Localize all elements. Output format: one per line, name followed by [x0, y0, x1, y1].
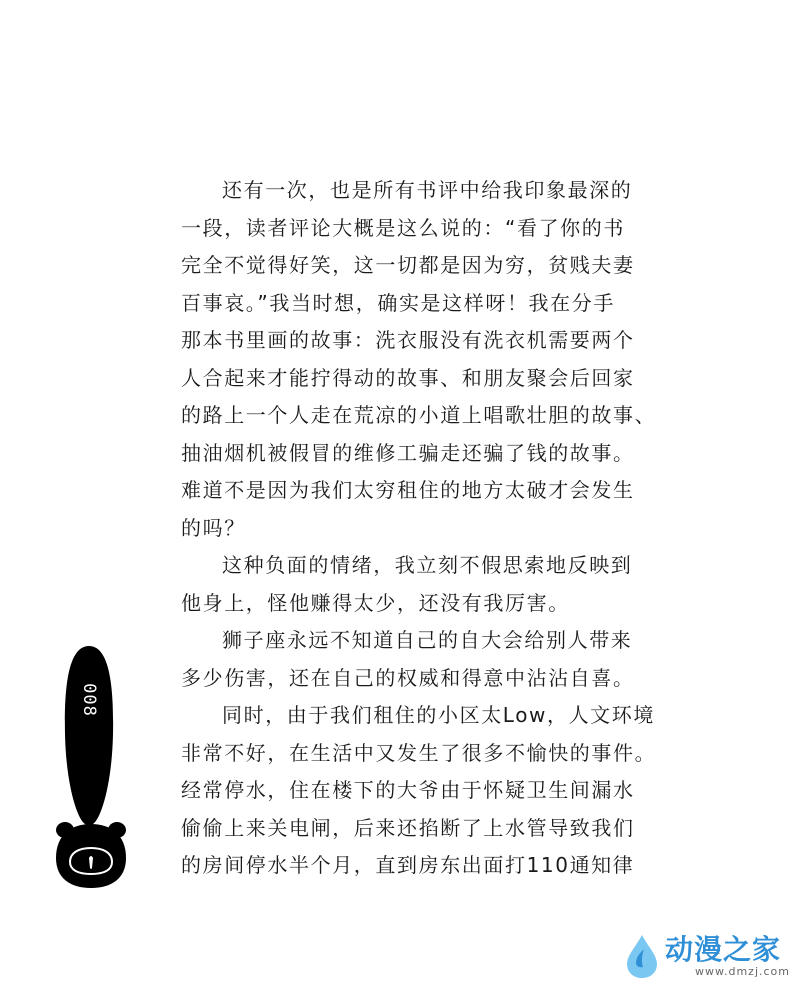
- body-text: [181, 172, 657, 885]
- text-line: 百事哀。”我当时想，确实是这样呀！我在分手: [181, 290, 615, 315]
- text-line: 狮子座永远不知道自己的自大会给别人带来: [222, 628, 633, 652]
- water-drop-icon: [625, 933, 659, 979]
- bear-icon: [48, 818, 134, 890]
- text-line: 人合起来才能拧得动的故事、和朋友聚会后回家: [181, 365, 635, 390]
- text-line: 还有一次，也是所有书评中给我印象最深的: [222, 178, 633, 202]
- text-line: 这种负面的情绪，我立刻不假思索地反映到: [222, 553, 633, 577]
- text-line: 经常停水，住在楼下的大爷由于怀疑卫生间漏水: [181, 778, 635, 802]
- page-number: 008: [79, 683, 99, 717]
- text-line: 的路上一个人走在荒凉的小道上唱歌壮胆的故事、: [181, 403, 657, 427]
- text-line: 抽油烟机被假冒的维修工骗走还骗了钱的故事。: [181, 440, 635, 465]
- text-line: 多少伤害，还在自己的权威和得意中沾沾自喜。: [181, 665, 635, 690]
- watermark-name: 动漫之家: [665, 932, 782, 966]
- text-line: 同时，由于我们租住的小区太Low，人文环境: [222, 703, 655, 727]
- text-line: 他身上，怪他赚得太少，还没有我厉害。: [181, 590, 570, 615]
- text-line: 那本书里画的故事：洗衣服没有洗衣机需要两个: [181, 328, 635, 352]
- text-line: 的吗？: [181, 515, 246, 540]
- text-line: 非常不好，在生活中又发生了很多不愉快的事件。: [181, 740, 657, 765]
- text-line: 一段，读者评论大概是这么说的：“看了你的书: [181, 215, 625, 240]
- text-line: 难道不是因为我们太穷租住的地方太破才会发生: [181, 478, 635, 502]
- site-watermark: [625, 933, 790, 979]
- text-line: 完全不觉得好笑，这一切都是因为穷，贫贱夫妻: [181, 253, 635, 277]
- watermark-url: www.dmzj.com: [695, 964, 790, 978]
- text-line: 的房间停水半个月，直到房东出面打110通知律: [181, 853, 635, 877]
- text-line: 偷偷上来关电闸，后来还掐断了上水管导致我们: [181, 815, 635, 840]
